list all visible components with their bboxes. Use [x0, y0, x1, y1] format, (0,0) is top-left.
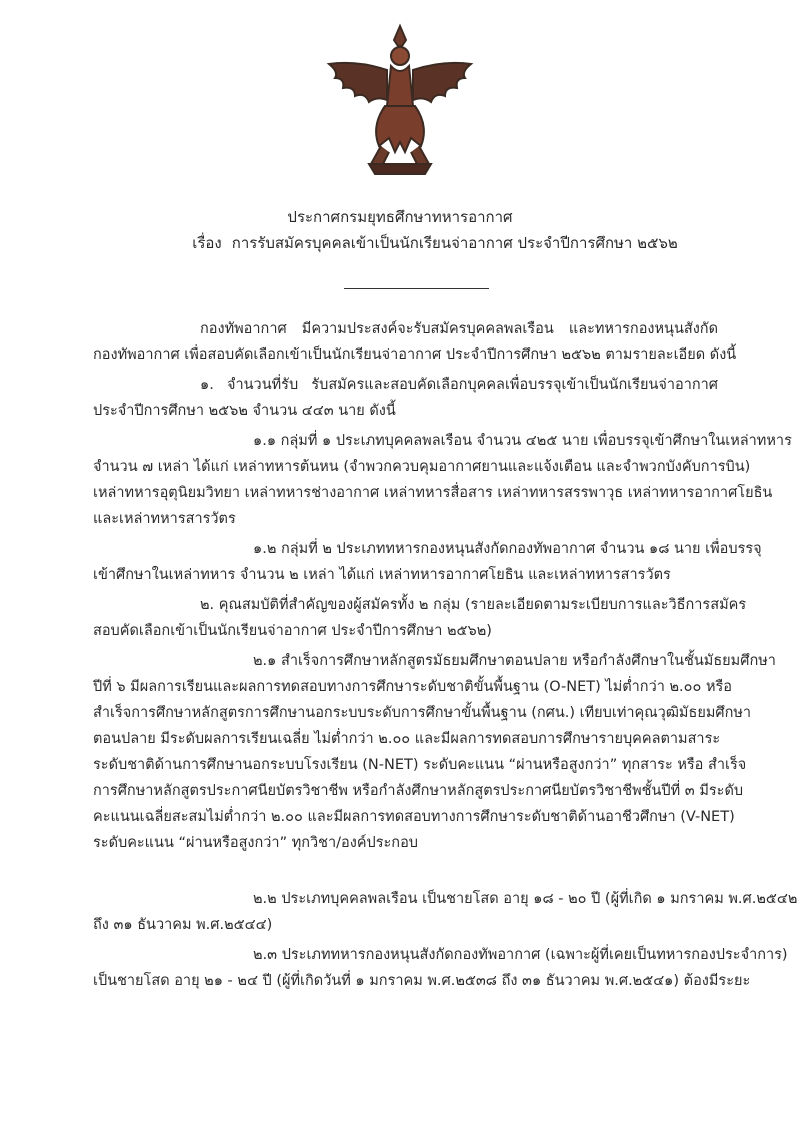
- paragraph-line: และเหล่าทหารสารวัตร: [93, 511, 236, 527]
- paragraph-line: จำนวน ๗ เหล่า ได้แก่ เหล่าทหารต้นหน (จำพวกควบคุมอากาศยานและแจ้งเตือน และจำพวกบังคับการบิน): [93, 459, 751, 475]
- paragraph-first-line: ๒.๑ สำเร็จการศึกษาหลักสูตรมัธยมศึกษาตอนปลาย หรือกำลังศึกษาในชั้นมัธยมศึกษา: [253, 653, 776, 669]
- paragraph-line: ระดับชาติด้านการศึกษานอกระบบโรงเรียน (N-NET) ระดับคะแนน “ผ่านหรือสูงกว่า” ทุกสาระ หรือ สำเร็จ: [93, 757, 747, 773]
- paragraph-line: ถึง ๓๑ ธันวาคม พ.ศ.๒๕๔๔): [93, 917, 273, 933]
- paragraph-line: เหล่าทหารอุตุนิยมวิทยา เหล่าทหารช่างอากาศ เหล่าทหารสื่อสาร เหล่าทหารสรรพาวุธ เหล่าทหารอากาศโยธิน: [93, 485, 773, 501]
- paragraph-first-line: ๒. คุณสมบัติที่สำคัญของผู้สมัครทั้ง ๒ กลุ่ม (รายละเอียดตามระเบียบการและวิธีการสมัคร: [200, 597, 747, 613]
- paragraph-line: ปีที่ ๖ มีผลการเรียนและผลการทดสอบทางการศึกษาระดับชาติขั้นพื้นฐาน (O-NET) ไม่ต่ำกว่า ๒.๐๐ หรือ: [93, 679, 733, 695]
- paragraph-line: ตอนปลาย มีระดับผลการเรียนเฉลี่ย ไม่ต่ำกว่า ๒.๐๐ และมีผลการทดสอบการศึกษารายบุคคลตามสาระ: [93, 731, 721, 747]
- paragraph-first-line: ๒.๒ ประเภทบุคคลพลเรือน เป็นชายโสด อายุ ๑๘ - ๒๐ ปี (ผู้ที่เกิด ๑ มกราคม พ.ศ.๒๕๔๒: [253, 891, 798, 907]
- announcement-subject: [95, 231, 785, 255]
- garuda-emblem-icon: [325, 22, 475, 182]
- paragraph-line: สอบคัดเลือกเข้าเป็นนักเรียนจ่าอากาศ ประจำปีการศึกษา ๒๕๖๒): [93, 623, 492, 639]
- announcement-title: ประกาศกรมยุทธศึกษาทหารอากาศ: [287, 208, 513, 226]
- paragraph-line: ระดับคะแนน “ผ่านหรือสูงกว่า” ทุกวิชา/องค์ประกอบ: [93, 835, 419, 851]
- paragraph-first-line: ๑.๒ กลุ่มที่ ๒ ประเภททหารกองหนุนสังกัดกองทัพอากาศ จำนวน ๑๘ นาย เพื่อบรรจุ: [253, 541, 762, 557]
- paragraph-first-line: กองทัพอากาศ มีความประสงค์จะรับสมัครบุคคลพลเรือน และทหารกองหนุนสังกัด: [200, 321, 718, 337]
- paragraph-first-line: ๑. จำนวนที่รับ รับสมัครและสอบคัดเลือกบุคคลเพื่อบรรจุเข้าเป็นนักเรียนจ่าอากาศ: [200, 377, 718, 393]
- paragraph-line: กองทัพอากาศ เพื่อสอบคัดเลือกเข้าเป็นนักเรียนจ่าอากาศ ประจำปีการศึกษา ๒๕๖๒ ตามรายละเอียด ดังนี้: [93, 347, 737, 363]
- paragraph-line: ประจำปีการศึกษา ๒๕๖๒ จำนวน ๔๔๓ นาย ดังนี้: [93, 403, 396, 419]
- paragraph-line: เข้าศึกษาในเหล่าทหาร จำนวน ๒ เหล่า ได้แก่ เหล่าทหารอากาศโยธิน และเหล่าทหารสารวัตร: [93, 567, 671, 583]
- paragraph-line: เป็นชายโสด อายุ ๒๑ - ๒๔ ปี (ผู้ที่เกิดวันที่ ๑ มกราคม พ.ศ.๒๕๓๘ ถึง ๓๑ ธันวาคม พ.ศ.๒๕๔๑) ต้องมีระยะ: [93, 973, 751, 989]
- subject-text: การรับสมัครบุคคลเข้าเป็นนักเรียนจ่าอากาศ ประจำปีการศึกษา ๒๕๖๒: [231, 234, 678, 252]
- subject-label: เรื่อง: [192, 234, 222, 252]
- paragraph-line: สำเร็จการศึกษาหลักสูตรการศึกษานอกระบบระดับการศึกษาขั้นพื้นฐาน (กศน.) เทียบเท่าคุณวุฒิมัธยมศึกษา: [93, 705, 752, 721]
- title-divider: [344, 288, 489, 289]
- paragraph-line: คะแนนเฉลี่ยสะสมไม่ต่ำกว่า ๒.๐๐ และมีผลการทดสอบทางการศึกษาระดับชาติด้านอาชีวศึกษา (V-NET): [93, 809, 735, 825]
- paragraph-first-line: ๑.๑ กลุ่มที่ ๑ ประเภทบุคคลพลเรือน จำนวน ๔๒๕ นาย เพื่อบรรจุเข้าศึกษาในเหล่าทหาร: [253, 433, 792, 449]
- paragraph-first-line: ๒.๓ ประเภททหารกองหนุนสังกัดกองทัพอากาศ (เฉพาะผู้ที่เคยเป็นทหารกองประจำการ): [253, 947, 788, 963]
- paragraph-line: การศึกษาหลักสูตรประกาศนียบัตรวิชาชีพ หรือกำลังศึกษาหลักสูตรประกาศนียบัตรวิชาชีพชั้นปีที่ ๓ มีระดับ: [93, 783, 744, 799]
